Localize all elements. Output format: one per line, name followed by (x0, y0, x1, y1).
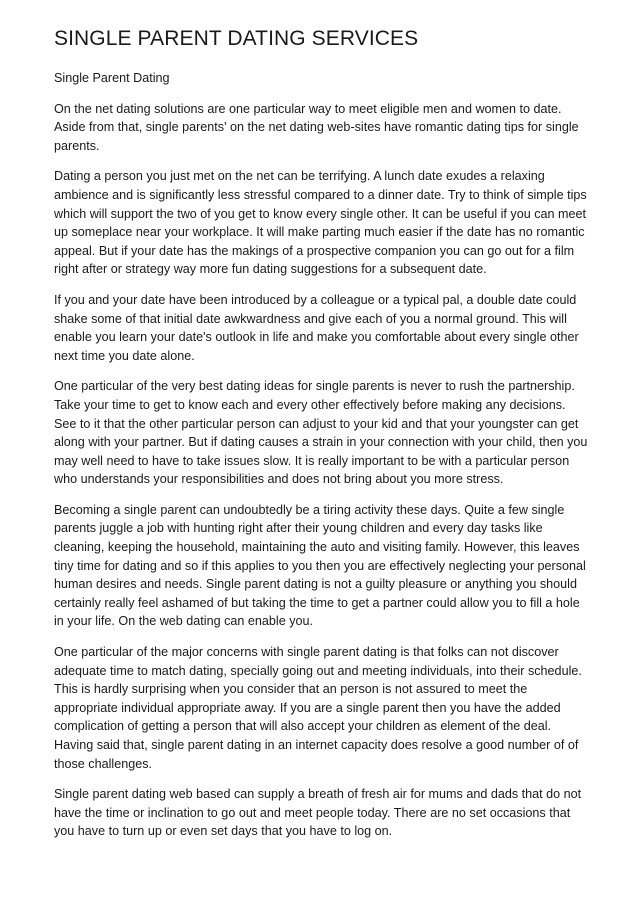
paragraph: Single parent dating web based can supply a breath of fresh air for mums and dads that do not have the time or inclination to go out and meet people today. There are no set occasions that you have to turn up or even set days that you have to log on. (54, 787, 582, 839)
paragraph: One particular of the major concerns with single parent dating is that folks can not discover adequate time to match dating, specially going out and meeting individuals, into their schedule. This is hardly surprising when you consider that an person is not assured to meet the appropriate individual appropriate away. If you are a single parent then you have the added complication of getting a person that will also accept your children as element of the deal. Having said that, single parent dating in an internet capacity does resolve a good number of of those challenges. (54, 645, 582, 771)
paragraph: Dating a person you just met on the net can be terrifying. A lunch date exudes a relaxing ambience and is significantly less stressful compared to a dinner date. Try to think of simple tips which will support the two of you get to know every single other. It can be useful if you can meet up someplace near your workplace. It will make parting much easier if the date has no romantic appeal. But if your date has the makings of a prospective companion you can go out for a film right after or strategy way more fun dating suggestions for a subsequent date. (54, 169, 587, 277)
document-title: SINGLE PARENT DATING SERVICES (54, 27, 419, 50)
paragraph: One particular of the very best dating ideas for single parents is never to rush the partnership. Take your time to get to know each and every other effectively before making any decisions. See to it that the other particular person can adjust to your kid and that your youngster can get along with your partner. But if dating causes a strain in your connection with your child, then you may well need to have to take issues slow. It is really important to be with a particular person who understands your responsibilities and does not bring about you more stress. (54, 379, 588, 487)
document-subtitle: Single Parent Dating (54, 71, 170, 85)
document-page (54, 26, 588, 853)
paragraph: If you and your date have been introduced by a colleague or a typical pal, a double date could shake some of that initial date awkwardness and give each of you a normal ground. This will enable you learn your date's outlook in life and make you comfortable about every single other next time you date alone. (54, 292, 579, 363)
paragraph: Becoming a single parent can undoubtedly be a tiring activity these days. Quite a few single parents juggle a job with hunting right after their young children and every day tasks like cleaning, keeping the household, maintaining the auto and visiting family. However, this leaves tiny time for dating and so if this applies to you then you are effectively neglecting your personal human desires and needs. Single parent dating is not a guilty pleasure or anything you should certainly really feel ashamed of but taking the time to get a partner could allow you to fill a hole in your life. On the web dating can enable you. (54, 502, 586, 629)
paragraph: On the net dating solutions are one particular way to meet eligible men and women to date. Aside from that, single parents' on the net dating web-sites have romantic dating tips for single parents. (54, 101, 579, 153)
